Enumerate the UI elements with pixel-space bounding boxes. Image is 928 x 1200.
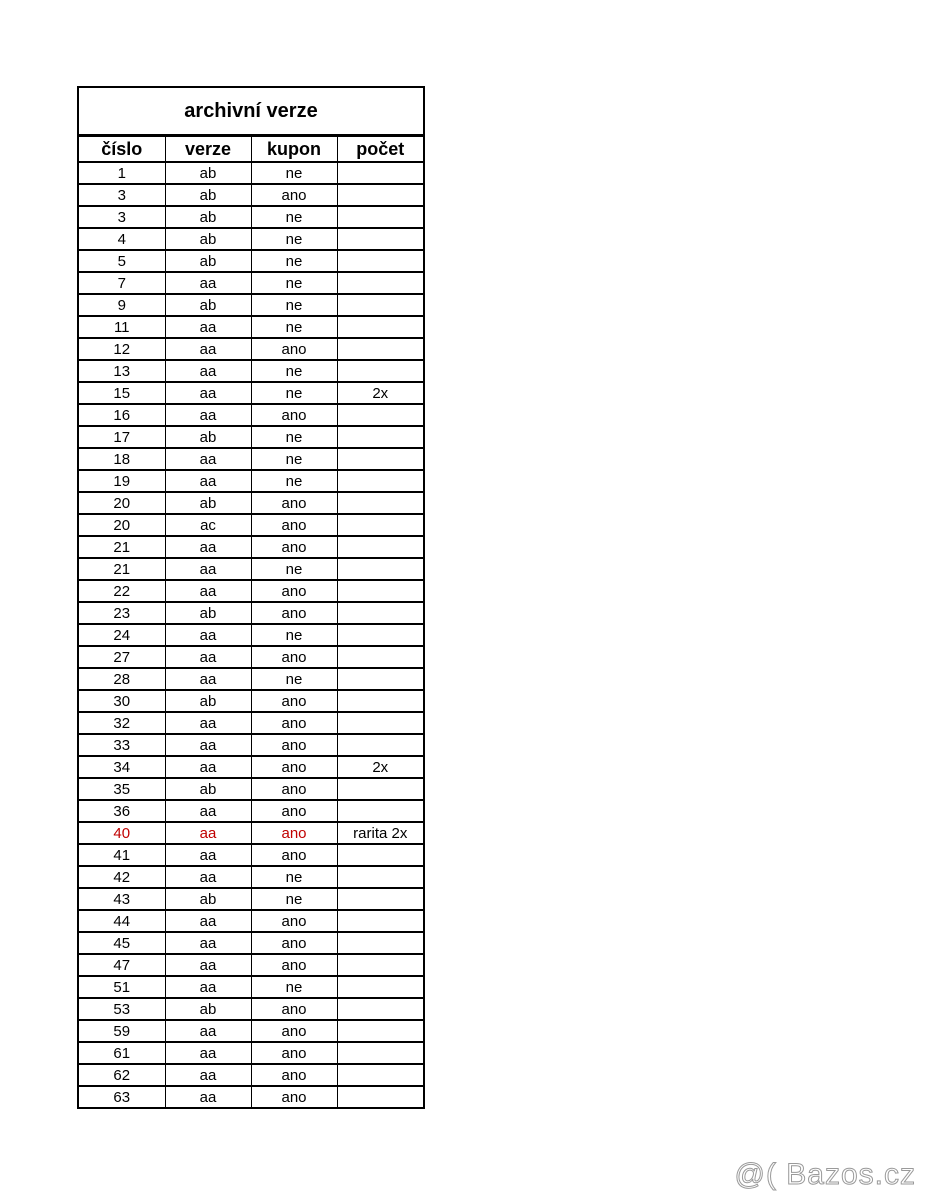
cell-verze: ab [165, 228, 251, 250]
cell-pocet: rarita 2x [337, 822, 423, 844]
cell-pocet [337, 184, 423, 206]
cell-cislo: 63 [79, 1086, 165, 1107]
cell-kupon: ano [251, 822, 337, 844]
table-row [79, 734, 423, 756]
cell-pocet [337, 734, 423, 756]
cell-kupon: ano [251, 646, 337, 668]
cell-kupon: ano [251, 184, 337, 206]
cell-pocet [337, 976, 423, 998]
header-verze: verze [165, 137, 251, 163]
cell-kupon: ano [251, 514, 337, 536]
cell-kupon: ano [251, 800, 337, 822]
cell-cislo: 20 [79, 492, 165, 514]
cell-cislo: 23 [79, 602, 165, 624]
cell-kupon: ano [251, 712, 337, 734]
cell-verze: aa [165, 338, 251, 360]
cell-pocet [337, 602, 423, 624]
cell-kupon: ano [251, 910, 337, 932]
cell-pocet [337, 712, 423, 734]
cell-kupon: ano [251, 1020, 337, 1042]
cell-cislo: 20 [79, 514, 165, 536]
cell-verze: ab [165, 492, 251, 514]
cell-kupon: ne [251, 360, 337, 382]
cell-cislo: 17 [79, 426, 165, 448]
cell-kupon: ne [251, 624, 337, 646]
cell-cislo: 28 [79, 668, 165, 690]
cell-cislo: 32 [79, 712, 165, 734]
cell-verze: aa [165, 646, 251, 668]
cell-pocet: 2x [337, 756, 423, 778]
cell-verze: aa [165, 470, 251, 492]
header-kupon: kupon [251, 137, 337, 163]
cell-verze: aa [165, 1064, 251, 1086]
cell-verze: aa [165, 316, 251, 338]
cell-verze: ab [165, 206, 251, 228]
cell-verze: aa [165, 844, 251, 866]
cell-kupon: ne [251, 558, 337, 580]
table-row [79, 514, 423, 536]
cell-kupon: ano [251, 338, 337, 360]
table-row [79, 1042, 423, 1064]
table-row [79, 910, 423, 932]
cell-pocet [337, 844, 423, 866]
header-row [79, 137, 423, 163]
table-row [79, 470, 423, 492]
cell-pocet [337, 470, 423, 492]
cell-kupon: ano [251, 1042, 337, 1064]
cell-cislo: 47 [79, 954, 165, 976]
table-row [79, 250, 423, 272]
table-row [79, 1064, 423, 1086]
cell-kupon: ne [251, 162, 337, 184]
table-row [79, 646, 423, 668]
header-cislo: číslo [79, 137, 165, 163]
table-title: archivní verze [79, 88, 423, 136]
table-row [79, 558, 423, 580]
table-row [79, 624, 423, 646]
table-row [79, 602, 423, 624]
cell-kupon: ne [251, 250, 337, 272]
cell-cislo: 53 [79, 998, 165, 1020]
cell-cislo: 3 [79, 184, 165, 206]
cell-cislo: 59 [79, 1020, 165, 1042]
cell-pocet [337, 228, 423, 250]
table-body [79, 162, 423, 1107]
cell-kupon: ne [251, 228, 337, 250]
table-row [79, 888, 423, 910]
cell-pocet: 2x [337, 382, 423, 404]
cell-verze: aa [165, 800, 251, 822]
cell-verze: aa [165, 404, 251, 426]
cell-verze: aa [165, 954, 251, 976]
cell-kupon: ne [251, 316, 337, 338]
table-row [79, 954, 423, 976]
cell-verze: aa [165, 756, 251, 778]
table-row [79, 690, 423, 712]
cell-verze: aa [165, 734, 251, 756]
cell-pocet [337, 558, 423, 580]
cell-verze: aa [165, 360, 251, 382]
cell-verze: ab [165, 184, 251, 206]
cell-pocet [337, 514, 423, 536]
cell-pocet [337, 932, 423, 954]
cell-pocet [337, 910, 423, 932]
cell-pocet [337, 668, 423, 690]
cell-kupon: ne [251, 272, 337, 294]
cell-pocet [337, 954, 423, 976]
cell-pocet [337, 492, 423, 514]
cell-pocet [337, 536, 423, 558]
cell-pocet [337, 866, 423, 888]
cell-kupon: ano [251, 690, 337, 712]
table-row [79, 1020, 423, 1042]
table-row [79, 360, 423, 382]
cell-pocet [337, 162, 423, 184]
archive-table [79, 136, 423, 1107]
cell-kupon: ano [251, 536, 337, 558]
cell-cislo: 27 [79, 646, 165, 668]
cell-verze: aa [165, 382, 251, 404]
cell-pocet [337, 888, 423, 910]
cell-cislo: 18 [79, 448, 165, 470]
table-row [79, 998, 423, 1020]
cell-cislo: 7 [79, 272, 165, 294]
cell-kupon: ano [251, 954, 337, 976]
cell-cislo: 12 [79, 338, 165, 360]
cell-cislo: 30 [79, 690, 165, 712]
cell-kupon: ano [251, 404, 337, 426]
table-row [79, 844, 423, 866]
cell-pocet [337, 624, 423, 646]
table-row [79, 492, 423, 514]
cell-cislo: 43 [79, 888, 165, 910]
cell-pocet [337, 778, 423, 800]
cell-verze: aa [165, 624, 251, 646]
cell-cislo: 40 [79, 822, 165, 844]
cell-verze: aa [165, 866, 251, 888]
cell-cislo: 16 [79, 404, 165, 426]
cell-cislo: 44 [79, 910, 165, 932]
table-row [79, 932, 423, 954]
table-row [79, 712, 423, 734]
cell-kupon: ne [251, 866, 337, 888]
cell-kupon: ne [251, 448, 337, 470]
cell-verze: ab [165, 690, 251, 712]
table-row [79, 976, 423, 998]
table-row [79, 404, 423, 426]
table-row [79, 668, 423, 690]
table-row [79, 536, 423, 558]
cell-pocet [337, 800, 423, 822]
cell-cislo: 24 [79, 624, 165, 646]
cell-verze: ab [165, 294, 251, 316]
cell-verze: ab [165, 426, 251, 448]
cell-verze: ab [165, 162, 251, 184]
cell-kupon: ne [251, 294, 337, 316]
cell-kupon: ano [251, 932, 337, 954]
cell-kupon: ano [251, 734, 337, 756]
table-row [79, 294, 423, 316]
table-row [79, 580, 423, 602]
cell-kupon: ano [251, 602, 337, 624]
cell-cislo: 21 [79, 558, 165, 580]
table-row [79, 778, 423, 800]
table-row [79, 866, 423, 888]
cell-cislo: 4 [79, 228, 165, 250]
table-row [79, 272, 423, 294]
cell-pocet [337, 646, 423, 668]
cell-pocet [337, 1064, 423, 1086]
cell-verze: ab [165, 602, 251, 624]
cell-kupon: ano [251, 778, 337, 800]
cell-kupon: ne [251, 426, 337, 448]
cell-pocet [337, 1042, 423, 1064]
cell-cislo: 15 [79, 382, 165, 404]
cell-kupon: ne [251, 888, 337, 910]
cell-verze: ac [165, 514, 251, 536]
cell-cislo: 3 [79, 206, 165, 228]
cell-verze: ab [165, 888, 251, 910]
cell-kupon: ano [251, 756, 337, 778]
cell-verze: aa [165, 712, 251, 734]
table-row [79, 184, 423, 206]
cell-kupon: ne [251, 668, 337, 690]
cell-verze: ab [165, 998, 251, 1020]
cell-pocet [337, 448, 423, 470]
cell-pocet [337, 316, 423, 338]
cell-pocet [337, 580, 423, 602]
cell-cislo: 5 [79, 250, 165, 272]
cell-kupon: ne [251, 206, 337, 228]
cell-cislo: 22 [79, 580, 165, 602]
cell-verze: aa [165, 822, 251, 844]
cell-cislo: 36 [79, 800, 165, 822]
cell-verze: ab [165, 250, 251, 272]
cell-cislo: 9 [79, 294, 165, 316]
cell-kupon: ano [251, 1064, 337, 1086]
cell-verze: aa [165, 976, 251, 998]
cell-cislo: 45 [79, 932, 165, 954]
cell-pocet [337, 1020, 423, 1042]
cell-verze: aa [165, 1020, 251, 1042]
table-row [79, 228, 423, 250]
cell-cislo: 1 [79, 162, 165, 184]
cell-cislo: 51 [79, 976, 165, 998]
cell-cislo: 42 [79, 866, 165, 888]
cell-pocet [337, 294, 423, 316]
cell-kupon: ne [251, 470, 337, 492]
cell-verze: aa [165, 1086, 251, 1107]
cell-pocet [337, 426, 423, 448]
cell-verze: aa [165, 1042, 251, 1064]
table-row [79, 162, 423, 184]
table-row [79, 822, 423, 844]
cell-verze: aa [165, 932, 251, 954]
cell-pocet [337, 206, 423, 228]
cell-verze: aa [165, 558, 251, 580]
cell-pocet [337, 272, 423, 294]
table-row [79, 206, 423, 228]
cell-pocet [337, 250, 423, 272]
cell-cislo: 33 [79, 734, 165, 756]
table-row [79, 426, 423, 448]
table-row [79, 756, 423, 778]
cell-cislo: 13 [79, 360, 165, 382]
cell-pocet [337, 404, 423, 426]
cell-kupon: ano [251, 998, 337, 1020]
cell-kupon: ano [251, 1086, 337, 1107]
table-row [79, 316, 423, 338]
cell-cislo: 35 [79, 778, 165, 800]
cell-verze: aa [165, 910, 251, 932]
cell-cislo: 61 [79, 1042, 165, 1064]
cell-cislo: 34 [79, 756, 165, 778]
cell-verze: aa [165, 272, 251, 294]
cell-kupon: ano [251, 844, 337, 866]
table-row [79, 800, 423, 822]
cell-pocet [337, 690, 423, 712]
cell-cislo: 41 [79, 844, 165, 866]
cell-cislo: 11 [79, 316, 165, 338]
table-row [79, 448, 423, 470]
cell-cislo: 21 [79, 536, 165, 558]
cell-pocet [337, 998, 423, 1020]
cell-pocet [337, 360, 423, 382]
cell-verze: aa [165, 668, 251, 690]
cell-verze: aa [165, 536, 251, 558]
cell-kupon: ne [251, 382, 337, 404]
table-row [79, 338, 423, 360]
cell-kupon: ano [251, 492, 337, 514]
table-row [79, 1086, 423, 1107]
table-row [79, 382, 423, 404]
bazos-watermark: @( Bazos.cz [734, 1158, 916, 1191]
archive-table-sheet [77, 86, 425, 1109]
cell-verze: ab [165, 778, 251, 800]
cell-pocet [337, 1086, 423, 1107]
cell-kupon: ne [251, 976, 337, 998]
cell-verze: aa [165, 448, 251, 470]
cell-cislo: 19 [79, 470, 165, 492]
cell-verze: aa [165, 580, 251, 602]
cell-cislo: 62 [79, 1064, 165, 1086]
header-pocet: počet [337, 137, 423, 163]
cell-pocet [337, 338, 423, 360]
cell-kupon: ano [251, 580, 337, 602]
